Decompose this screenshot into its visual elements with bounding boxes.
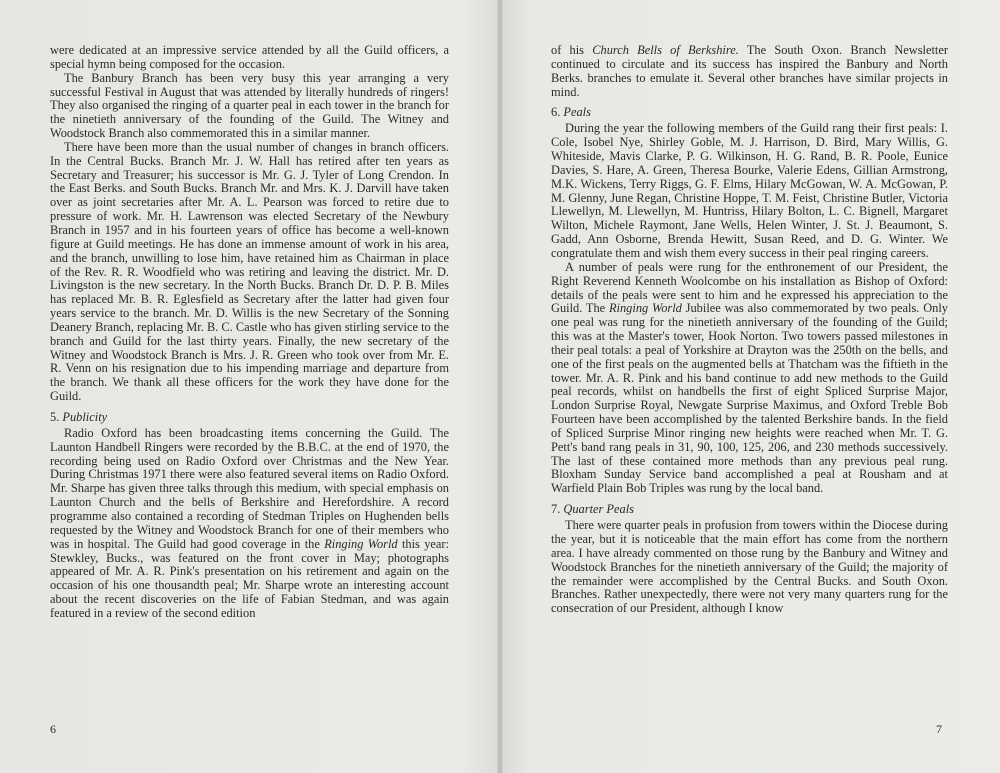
section-number: 6.	[551, 105, 561, 120]
section-title: Publicity	[62, 409, 108, 424]
italic-title: Ringing World	[608, 301, 682, 316]
paragraph	[551, 44, 948, 99]
section-title: Quarter Peals	[563, 502, 634, 517]
book-gutter	[497, 0, 503, 773]
section-heading-peals	[551, 105, 948, 119]
section-heading-quarter-peals	[551, 502, 948, 516]
paragraph	[50, 427, 449, 621]
text-run: Jubilee was also commemorated by two peals. Only one peal was rung for the ninetieth anniversary of the founding of the Guild; this was at the Master's tower, Hook Norton. Two towers passed milestones in their peal totals: a peal of Yorkshire at Drayton was the 250th on the bells, and one of the first peals on the augmented bells at Thatcham was the fiftieth in the tower. Mr. A. R. Pink and his band continue to add new methods to the Guild peal records, whilst on handbells the first of eight Spliced Surprise Major, London Surprise Royal, Newgate Surprise Maximus, and Oxford Treble Bob Fourteen have been accomplished by the talented Berkshire bands. In the field of Spliced Surprise Minor ringing new heights were reached when Mr. T. G. Pett's band rang peals in 31, 90, 100, 125, 206, and 230 methods successively. The last of these contained more methods than any previous peal rung. Bloxham Sunday Service band accomplished a peal at Rousham and at Warfield Plain Bob Triples was rung by the local band.	[551, 301, 948, 496]
italic-title: Ringing World	[324, 536, 398, 551]
section-number: 5.	[50, 409, 60, 424]
text-run: The South Oxon. Branch Newsletter continued to circulate and its success has inspired the Banbury and North Berks. branches to emulate it. Several other branches have similar projects in mind.	[551, 43, 948, 99]
paragraph: The Banbury Branch has been very busy this year arranging a very successful Festival in August that was attended by literally hundreds of ringers! They also organised the ringing of a quarter peal in each tower in the branch for the ninetieth anniversary of the founding of the Guild. The Witney and Woodstock Branch also commemorated this in a similar manner.	[50, 70, 449, 141]
section-title: Peals	[563, 105, 591, 120]
page-number: 7	[936, 722, 942, 736]
section-heading-publicity	[50, 410, 449, 424]
text-run: of his	[551, 43, 593, 57]
left-page-text	[50, 44, 449, 621]
section-number: 7.	[551, 502, 561, 517]
text-run: this year: Stewkley, Bucks., was featured on the front cover in May; photographs appeared of Mr. A. R. Pink's presentation on his retirement and again on the occasion of his one thousandth peal; Mr. Sharpe wrote an interesting account about the recent discoveries on the life of Fabian Stedman, and was again featured in a review of the second edition	[50, 536, 449, 620]
paragraph: were dedicated at an impressive service attended by all the Guild officers, a special hymn being composed for the occasion.	[50, 43, 449, 71]
paragraph	[551, 261, 948, 496]
text-run: Radio Oxford has been broadcasting items concerning the Guild. The Launton Handbell Ringers were recorded by the B.B.C. at the end of 1970, the recording being used on Radio Oxford over Christmas and the New Year. During Christmas 1971 there were also featured several items on Radio Oxford. Mr. Sharpe has given three talks through this medium, with special emphasis on Launton Church and the bells of Berkshire and Herefordshire. A record programme also contained a recording of Stedman Triples on Hughenden bells requested by the Witney and Woodstock Branch for one of their members who was in hospital. The Guild had good coverage in the	[50, 425, 449, 551]
right-page-text	[551, 44, 948, 616]
text-run: A number of peals were rung for the enthronement of our President, the Right Reverend Kenneth Woolcombe on his installation as Bishop of Oxford: details of the peals were sent to him and he expressed his appreciation to the Guild. The	[551, 259, 948, 316]
paragraph: There were quarter peals in profusion from towers within the Diocese during the year, but it is noticeable that the main effort has come from the northern area. I have already commented on those rung by the Banbury and Witney and Woodstock Branches for the ninetieth anniversary of the Guild; the majority of the remainder were accomplished by the Central Bucks. and South Oxon. Branches. Rather unexpectedly, there were not very many quarters rung for the consecration of our President, although I know	[551, 518, 948, 616]
right-page	[500, 0, 1000, 773]
italic-title: Church Bells of Berkshire.	[592, 43, 739, 57]
page-number: 6	[50, 722, 56, 736]
paragraph: There have been more than the usual number of changes in branch officers. In the Central Bucks. Branch Mr. J. W. Hall has retired after ten years as Secretary and Treasurer; his successor is Mr. G. J. Tyler of Long Crendon. In the East Berks. and South Bucks. Branch Mr. and Mrs. K. J. Darvill have taken over as joint secretaries after Mr. A. L. Pearson was forced to retire due to pressure of work. Mr. H. Lawrenson was elected Secretary of the Newbury Branch in 1957 and in his fourteen years of office has become a well-known figure at Guild meetings. He has done an immense amount of work in his area, and the branch, unwilling to lose him, have retained him as Chairman in place of the Rev. R. R. Woodfield who was retiring and leaving the district. Mr. D. Livingston is the new secretary. In the North Bucks. Branch Dr. D. P. B. Miles has replaced Mr. B. R. Eglesfield as Secretary after the latter had given four years service to the branch. Mr. D. Willis is the new Secretary of the Sonning Deanery Branch, replacing Mr. B. C. Castle who has given stirling service to the branch and Guild for the last thirty years. Finally, the new secretary of the Witney and Woodstock Branch is Mrs. J. R. Green who took over from Mr. E. R. Venn on his resignation due to his impending marriage and departure from the branch. We thank all these officers for the work they have done for the Guild.	[50, 139, 449, 404]
paragraph: During the year the following members of the Guild rang their first peals: I. Cole, Isobel Nye, Shirley Goble, M. J. Harrison, D. Bird, Mary Willis, G. Whiteside, Mavis Clarke, P. G. Wilkinson, H. G. Rand, B. R. Poole, Eunice Davies, S. Hare, A. Green, Theresa Bourke, Valerie Edens, Gillian Armstrong, M.K. Wickens, Terry Riggs, G. F. Elms, Hilary McGowan, W. A. McGowan, P. M. Glenny, June Regan, Christine Hoppe, T. M. Feist, Christine Butler, Victoria Llewellyn, M. Llewellyn, M. Huntriss, Hilary Bolton, L. C. Bignell, Margaret Wilton, Michele Raymont, Jane Wells, Helen Winter, J. St. J. Beaumont, S. Gadd, Ann Osborne, Brenda Hewitt, Susan Reed, and D. G. Winter. We congratulate them and wish them every success in their peal ringing careers.	[551, 121, 948, 260]
